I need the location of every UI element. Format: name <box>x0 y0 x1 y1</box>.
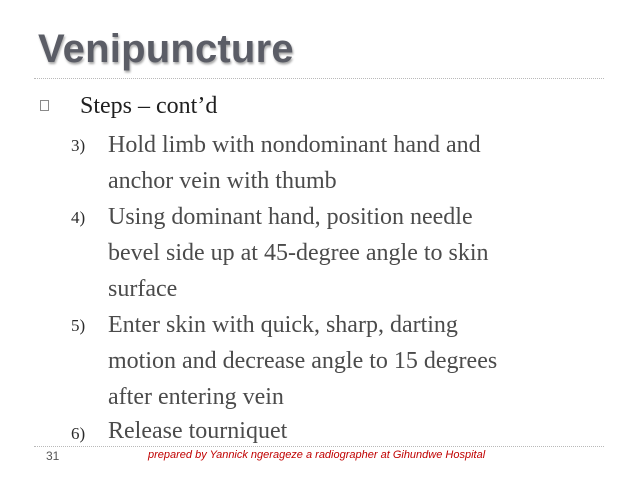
step-line: Release tourniquet <box>108 418 288 444</box>
page-number: 31 <box>46 449 60 463</box>
step-line: Enter skin with quick, sharp, darting <box>108 312 458 338</box>
step-text <box>108 307 588 415</box>
step-line: anchor vein with thumb <box>108 168 337 194</box>
step-line: Hold limb with nondominant hand and <box>108 132 481 158</box>
step-number: 5) <box>71 316 86 335</box>
step-line: surface <box>108 276 178 302</box>
footer-divider <box>34 446 604 447</box>
step-number: 3) <box>71 136 86 155</box>
step-text <box>108 199 588 307</box>
footer-credit: prepared by Yannick ngerageze a radiographer at Gihundwe Hospital <box>148 449 486 461</box>
step-line: Using dominant hand, position needle <box>108 204 473 230</box>
level1-bullet-text: Steps – cont’d <box>80 93 218 119</box>
step-number: 6) <box>71 424 86 443</box>
step-text <box>108 127 588 199</box>
step-text <box>108 413 588 449</box>
step-line: after entering vein <box>108 384 284 410</box>
title-divider <box>34 78 604 79</box>
slide-title: Venipuncture <box>38 27 294 71</box>
step-number: 4) <box>71 208 86 227</box>
square-bullet-icon <box>40 100 49 111</box>
step-line: bevel side up at 45-degree angle to skin <box>108 240 489 266</box>
step-line: motion and decrease angle to 15 degrees <box>108 348 498 374</box>
